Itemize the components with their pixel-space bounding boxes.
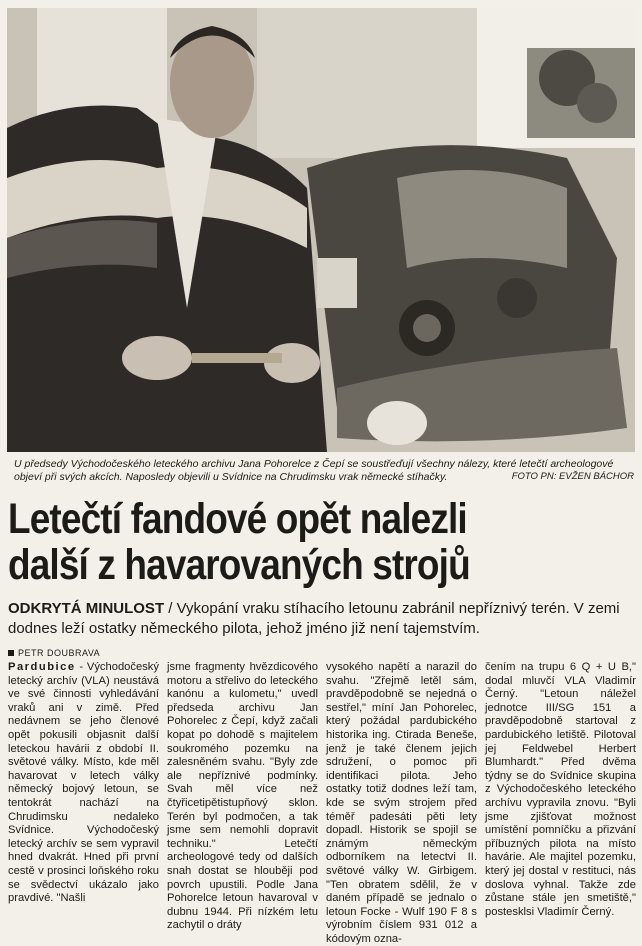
news-photo: [7, 8, 635, 452]
column-3-text: vysokého napětí a narazil do svahu. "Zřejmě letěl sám, pravděpodobně se nejedná o sestřel," míní Jan Pohorelec, který požádal pardubického historika ing. Ctirada Beneše, jenž je také členem jejich sdružení, o pomoc při identifikaci pilota. Jeho ostatky totiž dodnes leží tam, kde se svým strojem před téměř padesáti pěti lety dopadl. Historik se spojil se známým německým odborníkem na letectvi II. světové války W. Girbigem. "Ten obratem sdělil, že v daném případě se jednalo o letoun Focke - Wulf 190 F 8 s výrobním číslem 931 012 a kódovým ozna-: [326, 661, 477, 945]
headline-line-2: další z havarovaných strojů: [8, 541, 470, 589]
column-4-text: čením na trupu 6 Q + U B," dodal mluvčí VLA Vladimír Černý. "Letoun náležel jednotce III/SG 151 a pravděpodobně startoval z pardubického letiště. Pilotoval jej Feldwebel Herbert Blumhardt." Před dvěma týdny se do Svídnice skupina z Východočeského leteckého archívu vypravila znovu. "Byli jsme zjišťovat možnost umístění pomníčku a přizvání příbuzných pilota na místo havárie. Ale majitel pozemku, který jej dostal v restituci, nás doslova vyhnal. Takže zde zůstane stále jen smetiště," postesklsi Vladimír Černý.: [485, 661, 636, 918]
byline-square-icon: [8, 650, 14, 656]
column-2-text: jsme fragmenty hvězdicového motoru a střelivo do leteckého kanónu a kulometu," uvedl předseda archivu Jan Pohorelec z Čepí, když začali kopat po dohodě s majitelem soukromého pozemku na zalesněném svahu. "Byly zde ale nepříznivé podmínky. Svah měl více než čtyřicetipětistupňový sklon. Terén byl podmočen, a tak jsme sem nemohli dopravit techniku." Letečtí archeologové tedy od dalších snah dostat se hlouběji pod povrch upustili. Podle Jana Pohorelce letoun havaroval v dubnu 1944. Při nízkém letu zachytil o dráty: [167, 661, 318, 932]
column-1-text: - Východočeský letecký archív (VLA) neustává ve své činnosti vyhledávání vraků ani v zimě. Před nedávnem se jeho členové opět pokusili objasnit další leteckou havárii z období II. světové války. Místo, kde měl havarovat v letech války německý bojový letoun, se tentokrát nachází na Chrudimsku nedaleko Svídnice. Východočeský letecký archív se sem vypravil hned dvakrát. Hned při první cestě v prosinci loňského roku se svědectví ukázalo jako pravdivé. "Našli: [8, 661, 159, 905]
article-column-1: [8, 661, 159, 905]
byline-author: PETR DOUBRAVA: [18, 648, 101, 658]
lead-paragraph: [8, 599, 636, 639]
lead-kicker: ODKRYTÁ MINULOST: [8, 600, 165, 617]
photo-engine-wreck-icon: [7, 8, 635, 452]
article-body: [8, 661, 636, 945]
dateline-city: Pardubice: [8, 661, 76, 673]
article-column-3: [326, 661, 477, 945]
byline: [8, 648, 100, 658]
photo-credit: FOTO PN: EVŽEN BÁCHOR: [511, 471, 634, 482]
article-column-2: [167, 661, 318, 932]
article-column-4: [485, 661, 636, 918]
headline: [8, 496, 546, 588]
headline-line-1: Letečtí fandové opět nalezli: [8, 495, 467, 543]
lead-text: / Vykopání vraku stíhacího letounu zabránil nepříznivý terén. V zemi dodnes leží ostatky německého pilota, jehož jméno již není tajemstvím.: [8, 600, 620, 637]
photo-caption: U předsedy Východočeského leteckého archivu Jana Pohorelce z Čepí se soustřeďují všechny nálezy, které letečtí archeologové objeví při svých akcích. Naposledy objevili u Svídnice na Chrudimsku vrak německé stíhačky.: [14, 458, 614, 483]
